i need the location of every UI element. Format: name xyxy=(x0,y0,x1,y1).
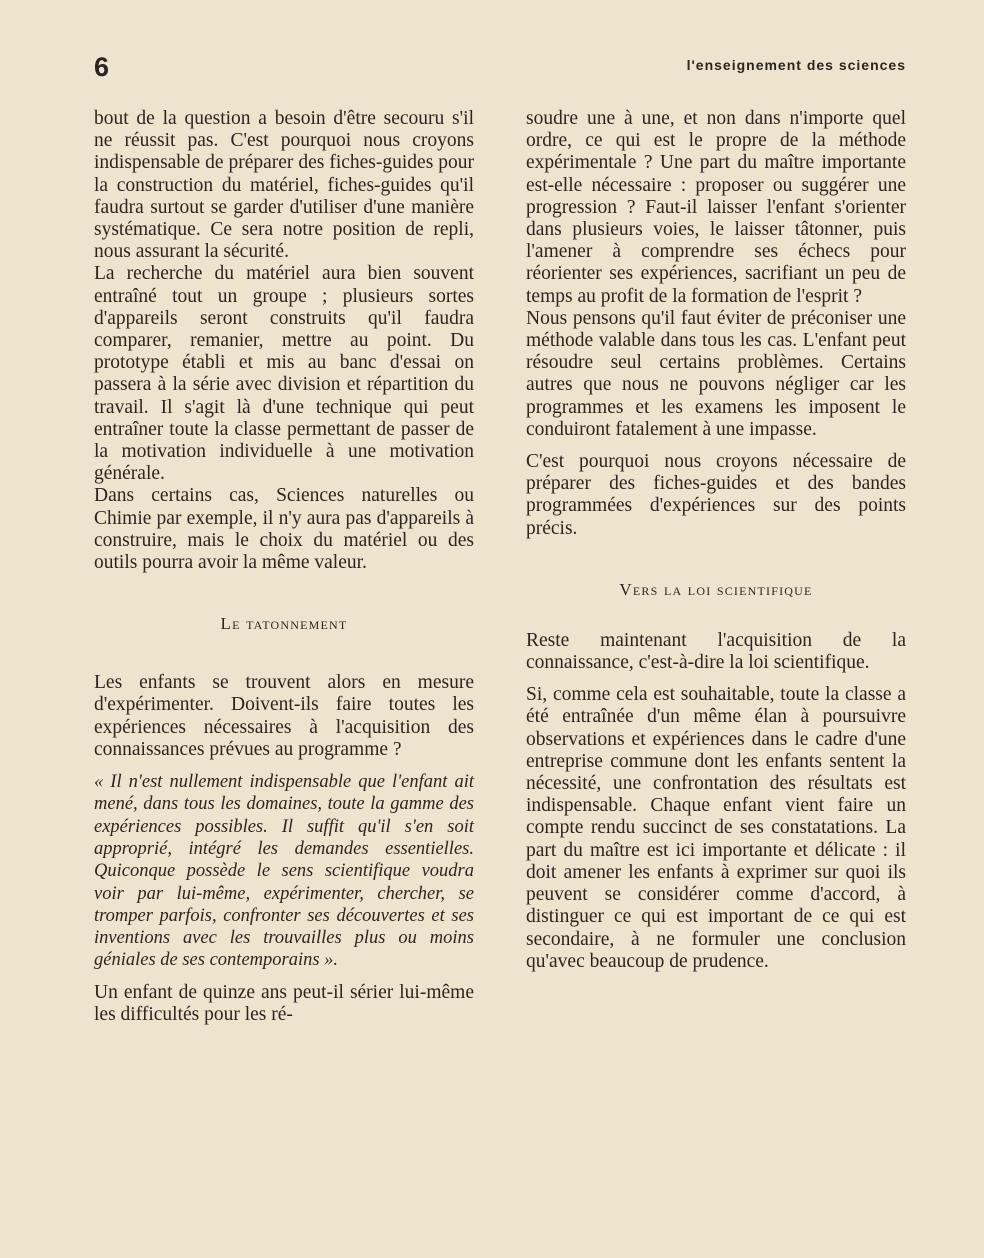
left-column xyxy=(94,108,474,1026)
paragraph: Si, comme cela est souhaitable, toute la classe a été entraînée d'un même élan à poursuivre observations et expériences dans le cadre d'une entreprise commune dont les enfants sentent la nécessité, une confrontation des résultats est indispensable. Chaque enfant vient faire un compte rendu succinct de ses constatations. La part du maître est ici importante et délicate : il doit amener les enfants à exprimer sur quoi ils peuvent se considérer comme d'accord, à distinguer ce qui est important de ce qui est secondaire, à ne formuler une conclusion qu'avec beaucoup de prudence. xyxy=(526,684,906,972)
paragraph: soudre une à une, et non dans n'importe quel ordre, ce qui est le propre de la méthode expérimentale ? Une part du maître importante est-elle nécessaire : proposer ou suggérer une progression ? Faut-il laisser l'enfant s'orienter dans plusieurs voies, le laisser tâtonner, puis l'amener à comprendre ses échecs pour réorienter ses expériences, sacrifiant un peu de temps au profit de la formation de l'esprit ? xyxy=(526,108,906,307)
paragraph: C'est pourquoi nous croyons nécessaire de préparer des fiches-guides et des bandes programmées d'expériences sur des points précis. xyxy=(526,451,906,539)
paragraph: Dans certains cas, Sciences naturelles ou Chimie par exemple, il n'y aura pas d'appareils à construire, mais le choix du matériel ou des outils pourra avoir la même valeur. xyxy=(94,485,474,574)
section-heading-loi-scientifique: Vers la loi scientifique xyxy=(619,579,813,599)
paragraph: Nous pensons qu'il faut éviter de préconiser une méthode valable dans tous les cas. L'enfant peut résoudre seul certains problèmes. Certains autres que nous ne pouvons négliger car les programmes et les examens les imposent le conduiront fatalement à une impasse. xyxy=(526,307,906,440)
paragraph: bout de la question a besoin d'être secouru s'il ne réussit pas. C'est pourquoi nous croyons indispensable de préparer des fiches-guides pour la construction du matériel, fiches-guides qu'il faudra surtout se garder d'utiliser d'une manière systématique. Ce sera notre position de repli, nous assurant la sécurité. xyxy=(94,108,474,263)
page-number: 6 xyxy=(94,52,110,82)
running-title: l'enseignement des sciences xyxy=(686,57,906,73)
section-heading-tatonnement: Le tatonnement xyxy=(220,614,348,634)
block-quote: « Il n'est nullement indispensable que l'enfant ait mené, dans tous les domaines, toute la gamme des expériences possibles. Il suffit qu'il s'en soit approprié, intégré les demandes essentielles. Quiconque possède le sens scientifique voudra voir par lui-même, expérimenter, chercher, se tromper parfois, confronter ses découvertes et ses inventions avec les trouvailles plus ou moins géniales de ses contemporains ». xyxy=(94,772,474,971)
paragraph: Les enfants se trouvent alors en mesure d'expérimenter. Doivent-ils faire toutes les expériences nécessaires à l'acquisition des connaissances prévues au programme ? xyxy=(94,672,474,760)
paragraph: Un enfant de quinze ans peut-il sérier lui-même les difficultés pour les ré- xyxy=(94,981,474,1025)
paragraph: Reste maintenant l'acquisition de la connaissance, c'est-à-dire la loi scientifique. xyxy=(526,629,906,674)
paragraph: La recherche du matériel aura bien souvent entraîné tout un groupe ; plusieurs sortes d'appareils seront construits qu'il faudra comparer, remanier, mettre au point. Du prototype établi et mis au banc d'essai on passera à la série avec division et répartition du travail. Il s'agit là d'une technique qui peut entraîner toute la classe permettant de passer de la motivation individuelle à une motivation générale. xyxy=(94,263,474,485)
right-column xyxy=(526,108,906,973)
